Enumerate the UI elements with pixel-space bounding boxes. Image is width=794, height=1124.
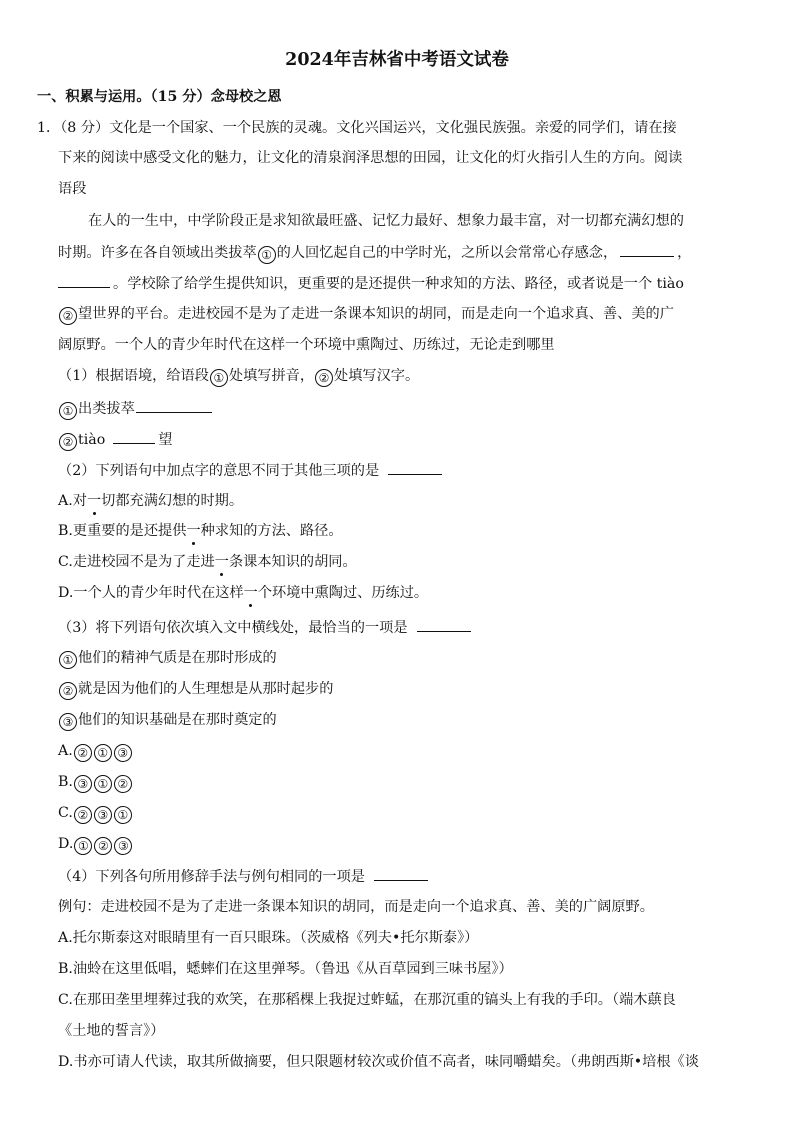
circled-number-2: ② xyxy=(59,307,77,325)
dotted-character: 一 xyxy=(186,523,201,539)
circled-number-2: ② xyxy=(59,433,77,451)
sub-question-4-option-b[interactable]: B.油蛉在这里低唱，蟋蟀们在这里弹琴。（鲁迅《从百草园到三味书屋》） xyxy=(58,961,513,977)
circled-number-1: ① xyxy=(114,806,132,824)
sub-question-1-item-2 xyxy=(58,429,172,451)
item-text: 出类拔萃 xyxy=(78,401,135,417)
circled-number-1: ① xyxy=(94,775,112,793)
sub-question-3-sentence-3 xyxy=(58,710,277,731)
item-text: 望 xyxy=(158,432,173,448)
sub-question-2-stem xyxy=(58,460,445,481)
circled-number-1: ① xyxy=(59,402,77,420)
answer-blank[interactable] xyxy=(374,866,428,881)
circled-number-1: ① xyxy=(258,246,276,264)
circled-number-3: ③ xyxy=(114,744,132,762)
answer-blank[interactable] xyxy=(620,242,674,257)
answer-blank[interactable] xyxy=(58,273,110,288)
passage-text: 。学校除了给学生提供知识，更重要的是还提供一种求知的方法、路径，或者说是一个 tiào xyxy=(113,276,684,292)
sentence-text: 他们的精神气质是在那时形成的 xyxy=(78,650,277,666)
sub-question-4-option-c-line-1[interactable]: C.在那田垄里埋葬过我的欢笑，在那稻棵上我捉过蚱蜢，在那沉重的镐头上有我的手印。（端木蕻良 xyxy=(58,992,676,1008)
stem-text: 处填写拼音， xyxy=(228,368,315,384)
option-letter: C. xyxy=(58,805,73,821)
stem-text: （4）下列各句所用修辞手法与例句相同的一项是 xyxy=(58,869,365,885)
circled-number-2: ② xyxy=(59,682,77,700)
question-1-intro-line-1 xyxy=(37,118,677,138)
circled-number-2: ② xyxy=(94,837,112,855)
question-1-intro-line-2: 下来的阅读中感受文化的魅力，让文化的清泉润泽思想的田园，让文化的灯火指引人生的方向。阅读 xyxy=(58,150,683,166)
option-text: B.更重要的是还提供 xyxy=(58,523,187,539)
stem-text: （2）下列语句中加点字的意思不同于其他三项的是 xyxy=(58,463,380,479)
sub-question-3-sentence-2 xyxy=(58,679,333,700)
answer-blank[interactable] xyxy=(388,460,442,475)
sub-question-2-option-d[interactable] xyxy=(58,583,428,603)
circled-number-2: ② xyxy=(114,775,132,793)
option-letter: B. xyxy=(58,774,73,790)
answer-blank[interactable] xyxy=(417,617,471,632)
circled-number-1: ① xyxy=(59,651,77,669)
circled-number-1: ① xyxy=(210,369,228,387)
stem-text: 处填写汉字。 xyxy=(334,368,420,384)
option-letter: A. xyxy=(58,743,73,759)
dotted-character: 一 xyxy=(86,493,102,509)
passage-line-3 xyxy=(58,273,684,294)
option-text: C.走进校园不是为了走进 xyxy=(58,554,215,570)
passage-text: 时期。许多在各自领域出类拔萃 xyxy=(58,245,257,261)
sub-question-3-option-a[interactable] xyxy=(58,741,133,762)
option-text: 切都充满幻想的时期。 xyxy=(101,493,244,509)
circled-number-3: ③ xyxy=(74,775,92,793)
option-text: A.对 xyxy=(58,493,87,509)
sub-question-4-example: 例句：走进校园不是为了走进一条课本知识的胡同，而是走向一个追求真、善、美的广阔原野。 xyxy=(58,899,654,915)
stem-text: （3）将下列语句依次填入文中横线处，最恰当的一项是 xyxy=(58,620,408,636)
option-text: 种求知的方法、路径。 xyxy=(200,523,343,539)
question-number: 1． xyxy=(37,120,61,136)
circled-number-1: ① xyxy=(94,744,112,762)
circled-number-3: ③ xyxy=(114,837,132,855)
sub-question-1-stem xyxy=(58,366,419,387)
dotted-character: 一 xyxy=(243,585,258,601)
intro-text: （8 分）文化是一个国家、一个民族的灵魂。文化兴国运兴，文化强民族强。亲爱的同学们，请在接 xyxy=(60,120,677,136)
sub-question-3-stem xyxy=(58,617,474,638)
passage-text: 望世界的平台。走进校园不是为了走进一条课本知识的胡同，而是走向一个追求真、善、美的广 xyxy=(78,306,674,322)
sub-question-2-option-a[interactable] xyxy=(58,491,243,511)
circled-number-2: ② xyxy=(315,369,333,387)
option-letter: D. xyxy=(58,836,74,852)
sub-question-3-option-b[interactable] xyxy=(58,772,133,793)
circled-number-1: ① xyxy=(74,837,92,855)
answer-blank[interactable] xyxy=(136,398,212,413)
option-text: 个环境中熏陶过、历练过。 xyxy=(257,585,429,601)
circled-number-3: ③ xyxy=(94,806,112,824)
passage-line-2 xyxy=(58,242,691,264)
sub-question-4-option-c-line-2[interactable]: 《土地的誓言》） xyxy=(58,1023,165,1039)
passage-line-4 xyxy=(58,304,674,325)
question-1-intro-line-3: 语段 xyxy=(58,181,87,197)
passage-line-1: 在人的一生中，中学阶段正是求知欲最旺盛、记忆力最好、想象力最丰富，对一切都充满幻想的 xyxy=(88,213,684,229)
circled-number-2: ② xyxy=(74,744,92,762)
sub-question-3-sentence-1 xyxy=(58,648,277,669)
sub-question-3-option-c[interactable] xyxy=(58,803,133,824)
sub-question-2-option-b[interactable] xyxy=(58,521,343,541)
page-title: 2024年吉林省中考语文试卷 xyxy=(285,50,509,70)
answer-blank[interactable] xyxy=(113,429,155,444)
passage-text: ， xyxy=(677,245,692,261)
sub-question-2-option-c[interactable] xyxy=(58,552,357,572)
item-text: tiào xyxy=(78,432,106,448)
dotted-character: 一 xyxy=(214,554,229,570)
stem-text: （1）根据语境，给语段 xyxy=(58,368,209,384)
passage-line-5: 阔原野。一个人的青少年时代在这样一个环境中熏陶过、历练过，无论走到哪里 xyxy=(58,337,555,353)
circled-number-3: ③ xyxy=(59,713,77,731)
passage-text: 的人回忆起自己的中学时光，之所以会常常心存感念， xyxy=(276,245,618,261)
sub-question-1-item-1 xyxy=(58,398,215,420)
sub-question-3-option-d[interactable] xyxy=(58,834,133,855)
sub-question-4-option-d[interactable]: D.书亦可请人代读，取其所做摘要，但只限题材较次或价值不高者，味同嚼蜡矣。（弗朗西斯•培根《谈 xyxy=(58,1054,699,1070)
section-heading-1: 一、积累与运用。（15 分）念母校之恩 xyxy=(37,89,282,105)
sub-question-4-stem xyxy=(58,866,431,887)
sentence-text: 就是因为他们的人生理想是从那时起步的 xyxy=(78,681,334,697)
sentence-text: 他们的知识基础是在那时奠定的 xyxy=(78,712,277,728)
circled-number-2: ② xyxy=(74,806,92,824)
option-text: D.一个人的青少年时代在这样 xyxy=(58,585,244,601)
sub-question-4-option-a[interactable]: A.托尔斯泰这对眼睛里有一百只眼珠。（茨威格《列夫•托尔斯泰》） xyxy=(58,930,479,946)
option-text: 条课本知识的胡同。 xyxy=(228,554,357,570)
